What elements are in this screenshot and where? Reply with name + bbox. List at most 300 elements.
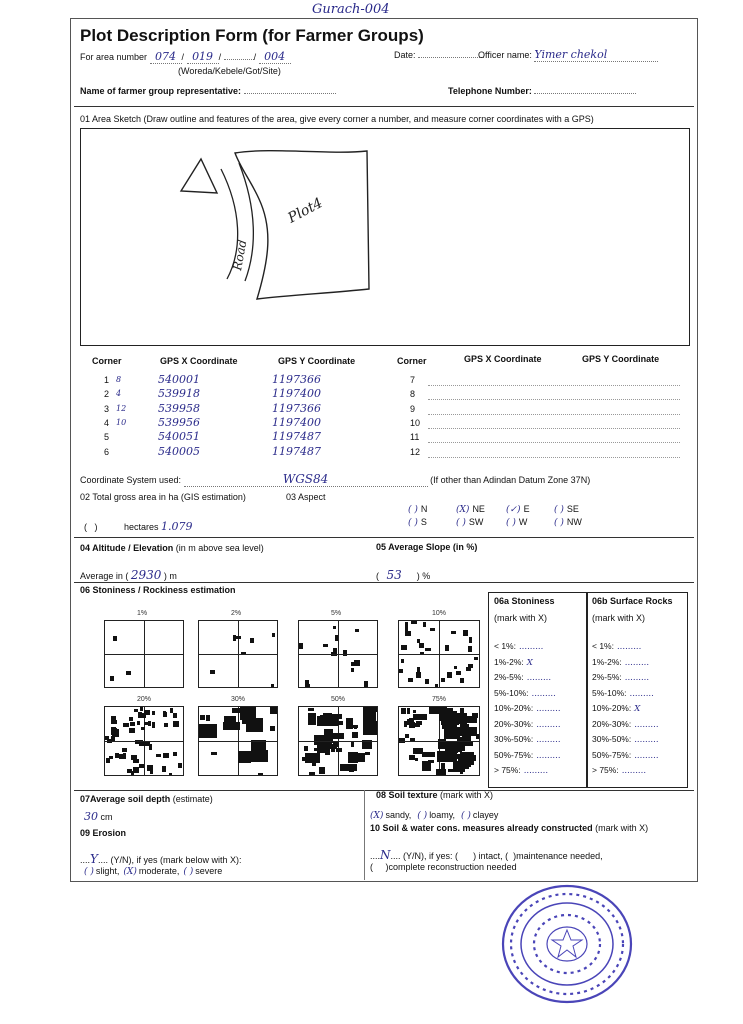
surface-rocks-class-label: 50%-75%: — [592, 749, 632, 760]
area-number-row: For area number 074 / 019 / / 004 — [80, 50, 291, 64]
stoniness-class-label: > 75%: — [494, 765, 521, 775]
gps-y-value[interactable]: 1197366 — [272, 373, 321, 386]
erosion-yn-value[interactable]: Y — [90, 852, 98, 866]
stoniness-title: 06a Stoniness — [494, 596, 555, 606]
hectares-value[interactable]: 1.079 — [161, 520, 193, 533]
stone-square — [354, 660, 360, 666]
surface-rocks-class-mark[interactable]: ......... — [621, 766, 647, 776]
stoniness-class[interactable] — [494, 734, 561, 745]
stone-square — [320, 719, 338, 726]
area-number-label: For area number — [80, 52, 148, 62]
aspect-option-nw[interactable] — [554, 517, 582, 528]
stone-square — [415, 723, 420, 727]
area-number-caption: (Woreda/Kebele/Got/Site) — [178, 66, 281, 76]
stone-square — [299, 643, 303, 649]
stone-square — [441, 678, 445, 682]
soil-depth-unit: cm — [100, 812, 113, 822]
surface-rocks-class-label: 30%-50%: — [592, 734, 632, 744]
telephone-row — [448, 86, 636, 96]
stone-square — [449, 724, 457, 729]
coordinate-system-row — [80, 472, 590, 487]
sketch-label-road: Road — [230, 238, 250, 272]
gps-empty-row-line[interactable] — [428, 428, 680, 429]
stone-square — [460, 678, 464, 683]
gps-header-corner-right: Corner — [397, 356, 427, 366]
stone-square — [474, 657, 478, 660]
stone-square — [454, 666, 457, 669]
gps-header-y-right: GPS Y Coordinate — [582, 354, 660, 364]
stone-square — [441, 763, 445, 769]
surface-rocks-class-mark[interactable]: ......... — [634, 750, 659, 761]
gps-corner-number: 8 — [410, 389, 416, 400]
stoniness-class-label: 2%-5%: — [494, 672, 524, 682]
stone-square — [147, 765, 153, 771]
diagram-percent-label: 20% — [137, 696, 152, 703]
diagram-percent-label: 30% — [231, 696, 246, 703]
gps-corner-mark: 4 — [116, 389, 122, 399]
erosion-severity-options — [80, 866, 222, 877]
stone-square — [349, 766, 354, 772]
stone-square — [163, 712, 167, 717]
gps-corner-number: 1 — [104, 375, 110, 385]
gps-header-y-left: GPS Y Coordinate — [278, 356, 356, 366]
coordinate-system-label: Coordinate System used: — [80, 475, 182, 485]
surface-rocks-class[interactable] — [592, 750, 659, 761]
stone-square — [127, 769, 132, 773]
section-01-title: 01 Area Sketch (Draw outline and features of the area, give every corner a number, and measure corner coordinates with a GPS) — [80, 114, 594, 124]
stone-square — [140, 707, 143, 711]
stone-square — [238, 751, 251, 763]
stone-square — [419, 643, 424, 648]
telephone-field[interactable] — [534, 93, 636, 94]
aspect-option-n[interactable] — [408, 504, 427, 515]
officer-name-field[interactable]: Yimer chekol — [534, 48, 658, 62]
stone-square — [232, 708, 244, 713]
stoniness-class-mark[interactable]: ......... — [536, 750, 561, 761]
stoniness-diagram — [398, 706, 480, 776]
section-10-title: 10 Soil & water cons. measures already constructed — [370, 823, 593, 833]
texture-label: sandy, — [385, 810, 412, 820]
stoniness-class-mark[interactable]: ......... — [526, 673, 552, 683]
stone-square — [169, 773, 172, 776]
stone-square — [332, 733, 344, 739]
stoniness-class-mark[interactable]: ......... — [536, 719, 561, 730]
area-number-site[interactable]: 004 — [259, 50, 291, 64]
slope-row: ( 53 ) % — [376, 568, 431, 582]
stone-square — [429, 707, 447, 714]
aspect-label: W — [518, 517, 528, 527]
stone-square — [335, 635, 338, 641]
gps-corner-number: 9 — [410, 403, 416, 414]
stone-square — [241, 652, 246, 655]
surface-rocks-class-mark[interactable]: ......... — [634, 735, 659, 745]
gps-empty-row-line[interactable] — [428, 457, 680, 458]
section-04-title: 04 Altitude / Elevation — [80, 543, 174, 553]
surface-rocks-class-mark[interactable]: ......... — [634, 719, 659, 730]
stone-square — [200, 715, 205, 720]
swc-yn-value[interactable]: N — [380, 848, 391, 862]
diagram-percent-label: 50% — [331, 696, 346, 703]
swc-yn-row: ....N.... (Y/N), if yes: ( ) intact, ( )maintenance needed, — [370, 848, 603, 862]
stoniness-class-mark[interactable]: ......... — [523, 766, 549, 776]
stoniness-class-label: 1%-2%: — [494, 656, 524, 667]
stone-square — [405, 631, 411, 636]
stone-square — [399, 738, 405, 743]
stone-square — [415, 758, 418, 761]
plot-sketch-drawing — [81, 129, 689, 345]
stone-square — [272, 633, 275, 637]
stoniness-diagram — [104, 620, 184, 688]
gps-corner-number: 2 — [104, 389, 110, 400]
area-number-woreda[interactable]: 074 — [150, 50, 182, 64]
stone-square — [271, 684, 274, 687]
soil-texture-options — [364, 810, 498, 821]
section-03-title: 03 Aspect — [286, 492, 326, 502]
surface-rocks-class-mark[interactable]: ......... — [629, 688, 654, 699]
section-09-title: 09 Erosion — [80, 828, 127, 838]
stoniness-class[interactable] — [494, 719, 561, 730]
texture-checkbox[interactable]: ( ) — [417, 811, 428, 821]
handwritten-plot-id: Gurach-004 — [312, 2, 390, 17]
gps-y-value[interactable]: 1197400 — [272, 387, 321, 401]
stone-square — [170, 708, 173, 713]
group-rep-field[interactable] — [244, 93, 336, 94]
stone-square — [139, 740, 143, 746]
stoniness-class-label: 50%-75%: — [494, 749, 534, 760]
gps-corner-number: 3 — [104, 403, 110, 414]
gps-x-value[interactable]: 540051 — [158, 430, 200, 444]
surface-rocks-class-mark[interactable]: ......... — [624, 673, 650, 683]
aspect-option-e[interactable] — [506, 504, 530, 515]
stone-square — [210, 670, 215, 674]
aspect-checkbox[interactable]: (✓) — [506, 505, 521, 515]
stone-square — [305, 753, 320, 763]
stone-square — [408, 678, 413, 682]
section-05-title: 05 Average Slope (in %) — [376, 542, 478, 552]
stone-square — [164, 723, 168, 727]
stone-square — [435, 684, 438, 688]
hectares-label: hectares — [124, 522, 159, 532]
stone-square — [233, 635, 236, 641]
section-07-title-row — [80, 794, 213, 804]
surface-rocks-class-mark[interactable]: X — [634, 704, 641, 714]
altitude-value[interactable]: 2930 — [130, 568, 162, 582]
sketch-label-plot: Plot4 — [285, 195, 326, 227]
stone-square — [466, 667, 471, 671]
stoniness-class[interactable] — [494, 688, 556, 699]
surface-rocks-class[interactable] — [592, 765, 646, 776]
stone-square — [113, 636, 117, 641]
stone-square — [224, 716, 236, 725]
coordinate-system-field[interactable]: WGS84 — [184, 472, 428, 487]
gps-y-value[interactable]: 1197400 — [272, 415, 321, 429]
stone-square — [365, 752, 370, 755]
aspect-label: NE — [472, 504, 485, 514]
surface-rocks-class-mark[interactable]: ......... — [624, 657, 650, 668]
gps-empty-row-line[interactable] — [428, 442, 680, 443]
section-07-subtitle: (estimate) — [172, 794, 213, 804]
stone-square — [348, 752, 358, 763]
sketch-plot-outline — [235, 151, 369, 299]
section-04-subtitle: (in m above sea level) — [175, 543, 264, 553]
surface-rocks-class-label: < 1%: — [592, 641, 614, 651]
stoniness-class-label: 5%-10%: — [494, 687, 529, 698]
stone-square — [462, 734, 471, 740]
surface-rocks-class-mark[interactable]: ......... — [616, 642, 642, 652]
stone-square — [472, 713, 478, 718]
gps-empty-row-line[interactable] — [428, 385, 680, 386]
hectares-bracket: ( ) — [84, 522, 98, 532]
texture-label: loamy, — [429, 810, 456, 820]
stone-square — [401, 645, 407, 650]
swc-maintenance-label: )maintenance needed, — [513, 851, 603, 861]
stone-square — [413, 748, 418, 754]
telephone-label: Telephone Number: — [448, 86, 532, 96]
area-number-got[interactable] — [224, 59, 254, 60]
stone-square — [250, 638, 254, 643]
gps-header-x-left: GPS X Coordinate — [160, 356, 238, 366]
texture-label: clayey — [472, 810, 499, 820]
stone-square — [413, 710, 416, 713]
stone-square — [363, 707, 376, 721]
aspect-label: N — [420, 504, 428, 514]
aspect-option-ne[interactable] — [456, 504, 485, 515]
stone-square — [331, 746, 335, 752]
stone-square — [453, 761, 465, 772]
gps-corner-number: 10 — [410, 417, 421, 428]
stone-square — [110, 676, 114, 681]
stone-square — [363, 721, 377, 735]
stoniness-class[interactable] — [494, 672, 551, 683]
surface-rocks-class[interactable] — [592, 641, 641, 652]
coordinate-system-note: (If other than Adindan Datum Zone 37N) — [430, 475, 591, 485]
gps-header-x-right: GPS X Coordinate — [464, 354, 542, 364]
form-title: Plot Description Form (for Farmer Groups) — [80, 26, 424, 45]
surface-rocks-class-label: 10%-20%: — [592, 703, 632, 713]
altitude-unit: m — [169, 571, 177, 581]
gps-corner-number: 12 — [410, 446, 421, 457]
stone-square — [407, 708, 410, 714]
stone-square — [456, 671, 461, 675]
stone-square — [133, 759, 139, 763]
gps-empty-row-line[interactable] — [428, 399, 680, 400]
stone-square — [423, 622, 426, 627]
stone-square — [126, 671, 131, 675]
stone-square — [416, 672, 421, 678]
stoniness-class-label: < 1%: — [494, 641, 516, 651]
surface-rocks-subtitle: (mark with X) — [592, 613, 646, 623]
stone-square — [211, 752, 217, 755]
aspect-checkbox[interactable]: ( ) — [408, 518, 418, 528]
texture-checkbox[interactable]: ( ) — [461, 811, 471, 821]
gps-corner-number: 11 — [410, 432, 420, 443]
stone-square — [311, 715, 314, 720]
erosion-checkbox[interactable]: (X) — [123, 867, 137, 877]
stone-square — [308, 708, 314, 711]
surface-rocks-class[interactable] — [592, 703, 640, 714]
stone-square — [258, 773, 263, 776]
stone-square — [323, 644, 328, 647]
gps-y-value[interactable]: 1197487 — [272, 430, 321, 444]
stone-square — [351, 742, 354, 747]
aspect-checkbox[interactable]: ( ) — [554, 518, 564, 528]
hectares-row — [84, 520, 193, 533]
stone-square — [123, 723, 129, 727]
aspect-checkbox[interactable]: (X) — [456, 505, 470, 515]
stone-square — [123, 753, 126, 759]
surface-rocks-class[interactable] — [592, 657, 649, 668]
swc-intact-label: ) intact, ( — [473, 851, 509, 861]
swc-complete-row: ( )complete reconstruction needed — [370, 862, 517, 872]
stone-square — [143, 742, 146, 746]
gps-y-value[interactable]: 1197487 — [272, 444, 321, 458]
stone-square — [319, 767, 325, 774]
altitude-label: Average in — [80, 571, 123, 581]
bottom-column-divider — [364, 790, 365, 880]
stoniness-class[interactable] — [494, 750, 561, 761]
diagram-percent-label: 10% — [432, 610, 447, 617]
stone-square — [333, 626, 336, 629]
gps-empty-row-line[interactable] — [428, 414, 680, 415]
stoniness-diagram — [104, 706, 184, 776]
stoniness-class-mark[interactable]: ......... — [531, 688, 556, 699]
date-label: Date: — [394, 50, 416, 60]
aspect-label: NW — [566, 517, 582, 527]
diagram-percent-label: 5% — [331, 610, 342, 617]
area-sketch-box[interactable] — [80, 128, 690, 346]
date-row — [394, 50, 484, 60]
gps-corner-number: 7 — [410, 375, 416, 385]
aspect-checkbox[interactable]: ( ) — [506, 518, 516, 528]
stoniness-class-label: 20%-30%: — [494, 718, 534, 729]
aspect-option-w[interactable] — [506, 517, 527, 528]
stoniness-diagram — [398, 620, 480, 688]
erosion-checkbox[interactable]: ( ) — [183, 867, 194, 877]
erosion-checkbox[interactable]: ( ) — [84, 867, 94, 877]
stoniness-diagram — [298, 620, 378, 688]
stoniness-subtitle: (mark with X) — [494, 613, 548, 623]
surface-rocks-class[interactable] — [592, 672, 649, 683]
area-number-kebele[interactable]: 019 — [187, 50, 219, 64]
stoniness-diagram — [198, 620, 278, 688]
stone-square — [137, 721, 140, 725]
divider — [74, 537, 694, 538]
gps-x-value[interactable]: 540001 — [158, 373, 200, 386]
stone-square — [401, 659, 404, 663]
aspect-label: S — [420, 517, 427, 527]
surface-rocks-class[interactable] — [592, 734, 659, 745]
stone-square — [156, 754, 161, 757]
stone-square — [430, 628, 435, 631]
stone-square — [309, 772, 315, 775]
soil-depth-value[interactable]: 30 — [84, 810, 98, 823]
swc-complete-label: )complete reconstruction needed — [385, 862, 517, 872]
divider — [74, 582, 694, 583]
group-rep-label: Name of farmer group representative: — [80, 86, 242, 96]
stone-square — [251, 750, 268, 762]
stone-square — [129, 717, 133, 721]
texture-checkbox[interactable]: (X) — [370, 811, 384, 821]
gps-corner-mark: 10 — [116, 417, 127, 427]
aspect-option-se[interactable] — [554, 504, 579, 515]
aspect-label: SW — [468, 517, 484, 527]
stoniness-class-mark[interactable]: ......... — [536, 704, 561, 714]
diagram-percent-label: 1% — [137, 610, 148, 617]
altitude-row: Average in ( 2930 ) m — [80, 568, 177, 582]
stone-square — [405, 734, 409, 738]
stoniness-diagram — [198, 706, 278, 776]
stone-square — [111, 716, 116, 720]
stone-square — [447, 672, 452, 678]
aspect-option-s[interactable] — [408, 517, 427, 528]
gps-x-value[interactable]: 539958 — [158, 401, 200, 415]
stone-square — [417, 667, 420, 672]
stone-square — [106, 758, 110, 763]
stone-square — [148, 721, 151, 726]
stone-square — [399, 669, 403, 673]
sketch-triangle — [181, 159, 217, 193]
surface-rocks-class[interactable] — [592, 719, 659, 730]
gps-x-value[interactable]: 539956 — [158, 415, 200, 429]
stone-square — [411, 621, 417, 624]
slope-value[interactable]: 53 — [386, 568, 402, 582]
stone-square — [129, 728, 135, 733]
gps-x-value[interactable]: 540005 — [158, 444, 200, 458]
stone-square — [460, 713, 467, 724]
aspect-option-sw[interactable] — [456, 517, 483, 528]
stone-square — [448, 743, 465, 751]
surface-rocks-class[interactable] — [592, 688, 654, 699]
stoniness-class[interactable] — [494, 703, 561, 714]
date-field[interactable] — [418, 57, 484, 58]
section-10-title-row — [370, 823, 648, 833]
stoniness-class[interactable] — [494, 641, 543, 652]
stone-square — [149, 744, 152, 750]
stone-square — [111, 736, 115, 741]
stoniness-class-label: 10%-20%: — [494, 703, 534, 713]
stone-square — [440, 742, 445, 748]
aspect-checkbox[interactable]: ( ) — [554, 505, 564, 515]
surface-rocks-class-label: 2%-5%: — [592, 672, 622, 682]
stone-square — [111, 720, 117, 724]
stone-square — [469, 637, 472, 643]
stone-square — [422, 761, 431, 771]
section-06-title: 06 Stoniness / Rockiness estimation — [80, 585, 236, 595]
stone-square — [468, 646, 472, 652]
aspect-label: E — [523, 504, 530, 514]
stone-square — [199, 724, 217, 738]
stone-square — [270, 707, 278, 714]
surface-rocks-class-label: 5%-10%: — [592, 687, 627, 698]
stoniness-class-mark[interactable]: X — [526, 657, 533, 668]
soil-depth-row — [84, 810, 113, 823]
gps-corner-number: 4 — [104, 417, 110, 428]
surface-rocks-title: 06b Surface Rocks — [592, 596, 673, 606]
aspect-checkbox[interactable]: ( ) — [456, 518, 466, 528]
aspect-checkbox[interactable]: ( ) — [408, 505, 418, 515]
stoniness-class-mark[interactable]: ......... — [536, 735, 561, 745]
stoniness-class-mark[interactable]: ......... — [518, 642, 544, 652]
slope-unit: % — [422, 571, 431, 581]
stone-square — [141, 727, 145, 730]
stoniness-class[interactable] — [494, 657, 533, 668]
gps-x-value[interactable]: 539918 — [158, 387, 200, 401]
stone-square — [116, 729, 119, 732]
gps-corner-number: 6 — [104, 446, 110, 457]
aspect-label: SE — [566, 504, 579, 514]
stoniness-class[interactable] — [494, 765, 548, 776]
gps-y-value[interactable]: 1197366 — [272, 401, 321, 415]
